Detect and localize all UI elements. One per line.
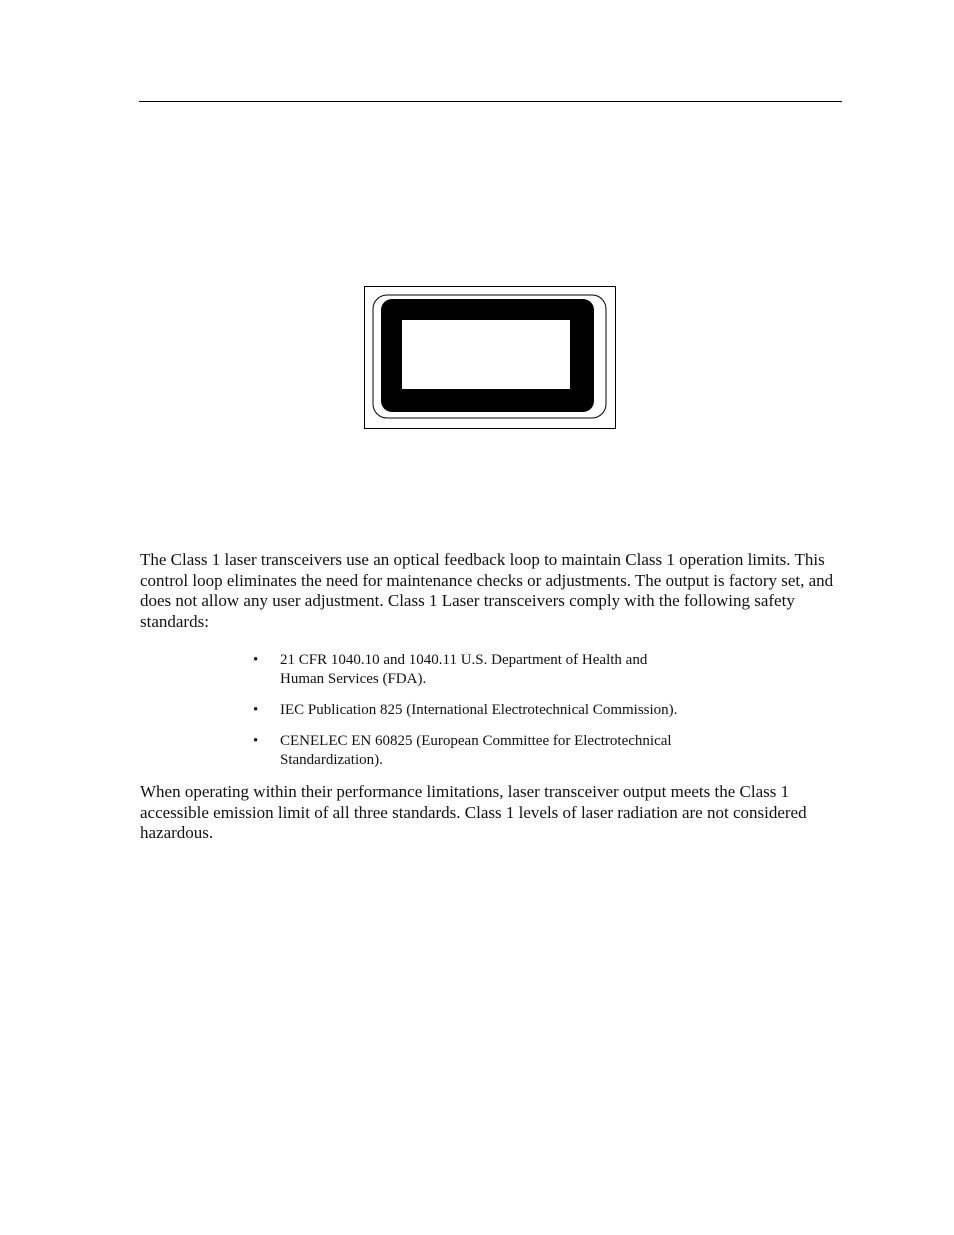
- standard-line: IEC Publication 825 (International Electrotechnical Commission).: [280, 702, 678, 718]
- standard-line: 21 CFR 1040.10 and 1040.11 U.S. Department of Health and: [280, 652, 648, 668]
- list-item: [253, 651, 733, 689]
- intro-paragraph: The Class 1 laser transceivers use an optical feedback loop to maintain Class 1 operation limits. This control loop eliminates the need for maintenance checks or adjustments. The output is factory set, and does not allow any user adjustment. Class 1 Laser transceivers comply with the following safety standards:: [140, 550, 834, 631]
- laser-class-label-icon: [364, 286, 616, 429]
- safety-standards-list: [253, 651, 733, 782]
- header-rule: [139, 101, 842, 102]
- bullet-icon: •: [253, 702, 259, 718]
- standard-line: CENELEC EN 60825 (European Committee for Electrotechnical: [280, 733, 672, 749]
- label-blank-panel: [402, 320, 570, 389]
- standard-line: Human Services (FDA).: [280, 671, 427, 687]
- list-item: [253, 701, 733, 720]
- bullet-icon: •: [253, 652, 259, 668]
- list-item: [253, 732, 733, 770]
- standard-line: Standardization).: [280, 752, 383, 768]
- closing-paragraph: When operating within their performance limitations, laser transceiver output meets the Class 1 accessible emission limit of all three standards. Class 1 levels of laser radiation are not considered hazardous.: [140, 782, 807, 842]
- laser-class-label-figure: [364, 286, 616, 429]
- bullet-icon: •: [253, 733, 259, 749]
